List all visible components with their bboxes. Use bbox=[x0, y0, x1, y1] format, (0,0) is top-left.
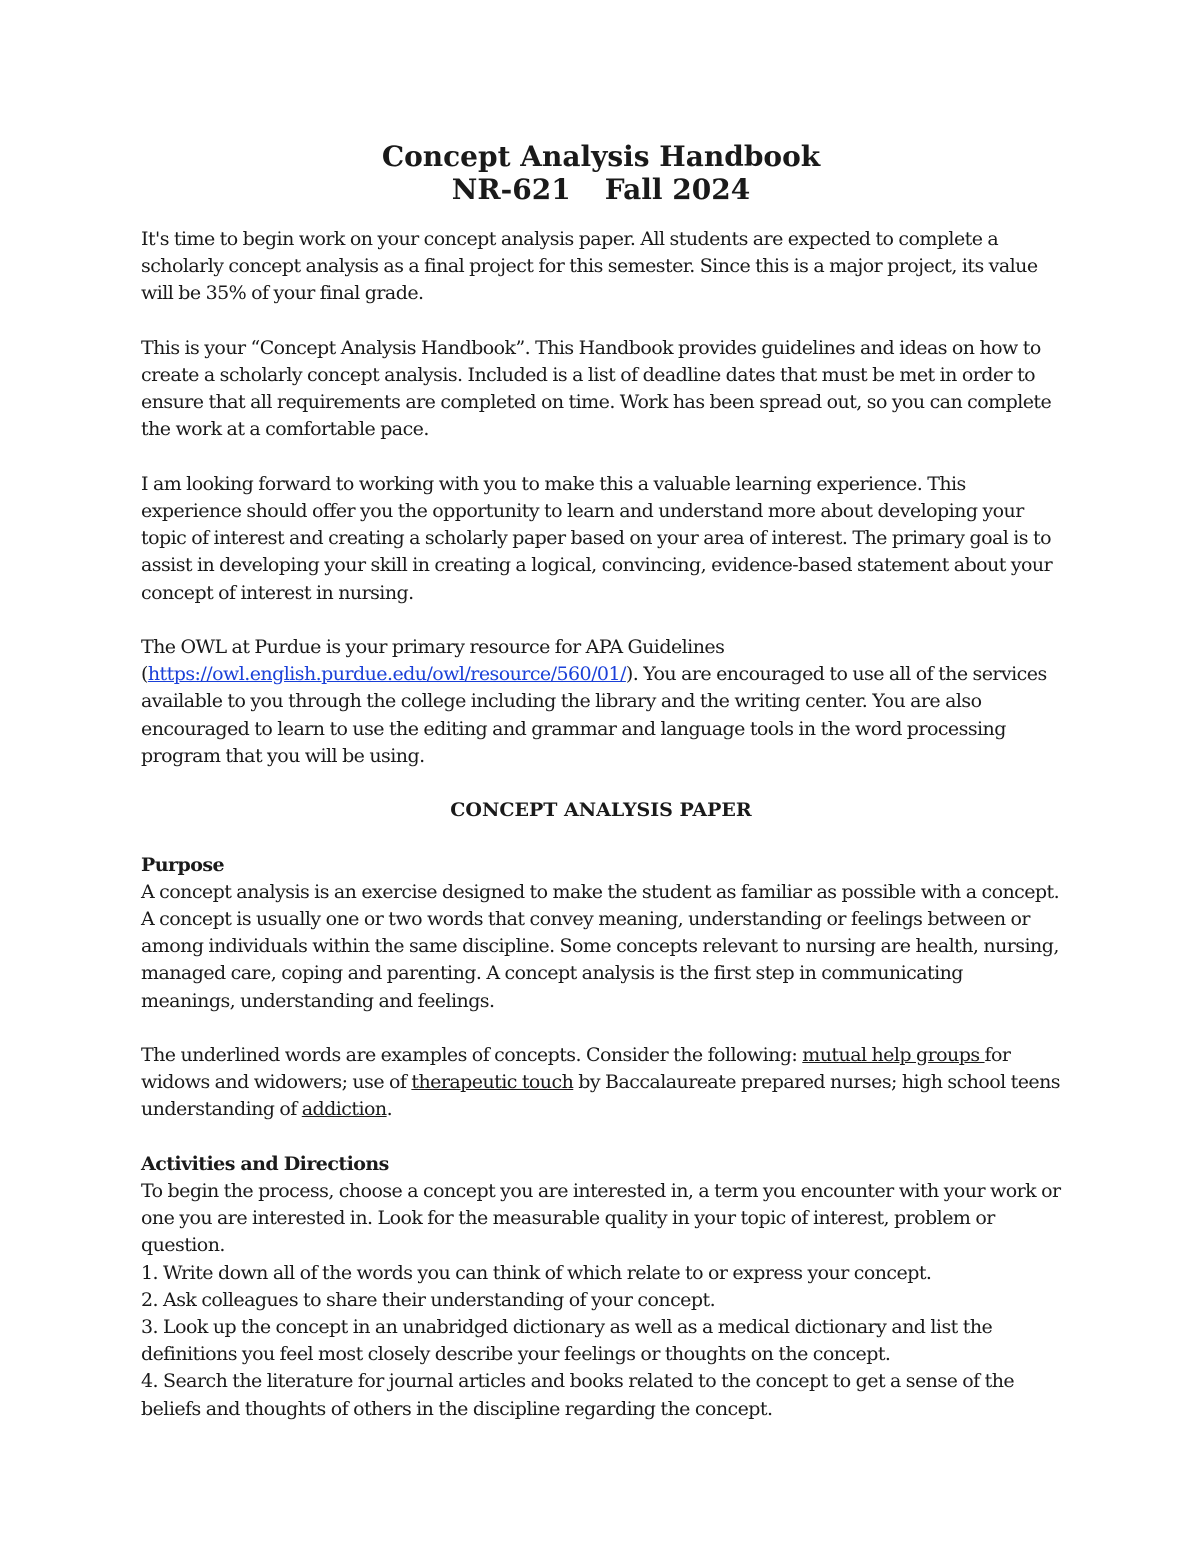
intro-paragraph-1: It's time to begin work on your concept analysis paper. All students are expected to complete a scholarly concept analysis as a final project for this semester. Since this is a major project, its value will be 35% of your final grade. bbox=[141, 228, 1038, 305]
examples-text-2: for widows and widowers; use of bbox=[141, 1044, 1011, 1094]
example-concept-therapeutic-touch: therapeutic touch bbox=[411, 1071, 574, 1094]
examples-text-4: . bbox=[386, 1098, 393, 1121]
course-term-line bbox=[141, 173, 1061, 206]
intro-paragraph-4 bbox=[141, 634, 1061, 770]
owl-text-before: The OWL at Purdue is your primary resource for APA Guidelines ( bbox=[141, 636, 725, 686]
section-heading: CONCEPT ANALYSIS PAPER bbox=[450, 799, 752, 822]
owl-purdue-link[interactable]: https://owl.english.purdue.edu/owl/resource/560/01/ bbox=[147, 663, 626, 686]
document-page bbox=[141, 140, 1061, 1423]
owl-text-after: ). You are encouraged to use all of the services available to you through the college including the library and the writing center. You are also encouraged to learn to use the editing and grammar and language tools in the word processing program that you will be using. bbox=[141, 663, 1047, 767]
activity-step-1: 1. Write down all of the words you can think of which relate to or express your concept. bbox=[141, 1261, 932, 1284]
title-block bbox=[141, 140, 1061, 206]
activities-intro: To begin the process, choose a concept you are interested in, a term you encounter with your work or one you are interested in. Look for the measurable quality in your topic of interest, problem or question. bbox=[141, 1180, 1061, 1257]
examples-text-3: by Baccalaureate prepared nurses; high school teens understanding of bbox=[141, 1071, 1061, 1121]
intro-paragraph-3: I am looking forward to working with you to make this a valuable learning experience. This experience should offer you the opportunity to learn and understand more about developing your topic of interest and creating a scholarly paper based on your area of interest. The primary goal is to assist in developing your skill in creating a logical, convincing, evidence-based statement about your concept of interest in nursing. bbox=[141, 472, 1053, 604]
term-label: Fall 2024 bbox=[604, 173, 751, 206]
activity-step-3: 3. Look up the concept in an unabridged dictionary as well as a medical dictionary and list the definitions you feel most closely describe your feelings or thoughts on the concept. bbox=[141, 1316, 993, 1366]
purpose-section bbox=[141, 852, 1061, 1015]
activities-section bbox=[141, 1151, 1061, 1423]
purpose-text: A concept analysis is an exercise designed to make the student as familiar as possible with a concept. A concept is usually one or two words that convey meaning, understanding or feelings between or among individuals within the same discipline. Some concepts relevant to nursing are health, nursing, managed care, coping and parenting. A concept analysis is the first step in communicating meanings, understanding and feelings. bbox=[141, 880, 1060, 1012]
examples-text-1: The underlined words are examples of concepts. Consider the following: bbox=[141, 1044, 803, 1066]
purpose-heading: Purpose bbox=[141, 853, 225, 876]
example-concept-addiction: addiction bbox=[301, 1098, 387, 1121]
activities-heading: Activities and Directions bbox=[141, 1152, 389, 1175]
concept-examples-paragraph bbox=[141, 1042, 1061, 1124]
intro-paragraph-2: This is your “Concept Analysis Handbook”. This Handbook provides guidelines and ideas on how to create a scholarly concept analysis. Included is a list of deadline dates that must be met in order to ensure that all requirements are completed on time. Work has been spread out, so you can complete the work at a comfortable pace. bbox=[141, 336, 1052, 441]
activity-step-2: 2. Ask colleagues to share their understanding of your concept. bbox=[141, 1288, 716, 1311]
activity-step-4: 4. Search the literature for journal articles and books related to the concept to get a sense of the beliefs and thoughts of others in the discipline regarding the concept. bbox=[141, 1370, 1015, 1420]
example-concept-mutual-help-groups: mutual help groups bbox=[802, 1044, 985, 1066]
course-code: NR-621 bbox=[451, 173, 571, 206]
document-title: Concept Analysis Handbook bbox=[381, 140, 821, 173]
